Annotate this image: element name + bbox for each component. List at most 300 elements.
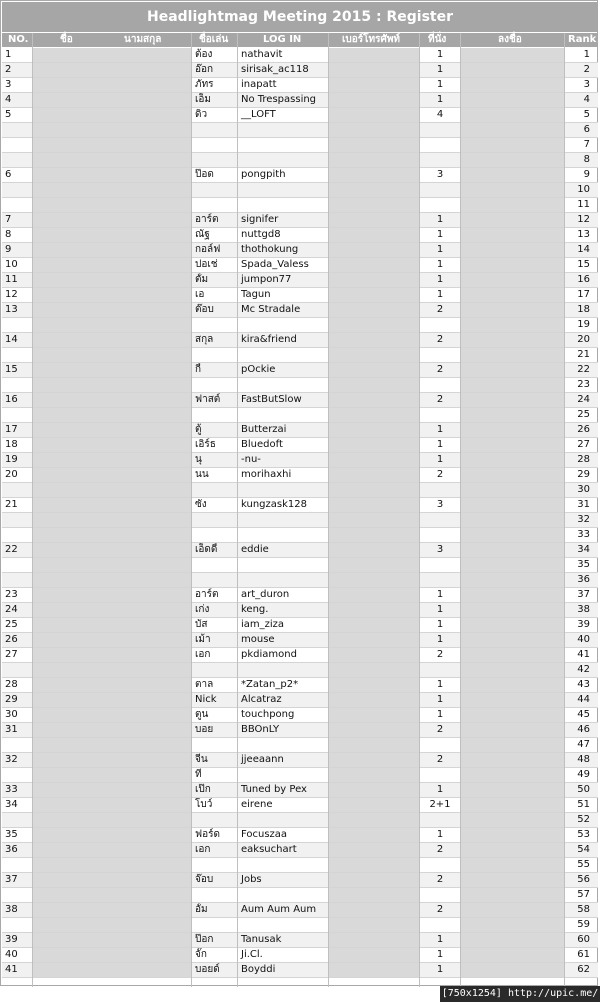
- rank-cell: 62: [565, 963, 598, 978]
- seats-cell: [420, 738, 460, 753]
- row-number: 7: [2, 213, 32, 228]
- login-cell: iam_ziza: [238, 618, 328, 633]
- table-row: [2, 648, 598, 663]
- signature-cell: [461, 513, 564, 528]
- signature-cell: [461, 738, 564, 753]
- seats-cell: [420, 408, 460, 423]
- rank-cell: 7: [565, 138, 598, 153]
- header-nickname: ชื่อเล่น: [199, 34, 229, 45]
- login-cell: [238, 558, 328, 573]
- login-cell: jjeeaann: [238, 753, 328, 768]
- phone-cell: [329, 858, 419, 873]
- seats-cell: [420, 483, 460, 498]
- nickname-cell: เอก: [192, 648, 237, 663]
- rank-cell: 34: [565, 543, 598, 558]
- name-cell: [33, 498, 191, 513]
- seats-cell: 1: [420, 828, 460, 843]
- row-number: 33: [2, 783, 32, 798]
- seats-cell: 3: [420, 543, 460, 558]
- table-row: [2, 138, 598, 153]
- rank-cell: 48: [565, 753, 598, 768]
- row-number: [2, 918, 32, 933]
- login-cell: [238, 408, 328, 423]
- name-cell: [33, 78, 191, 93]
- login-cell: keng.: [238, 603, 328, 618]
- seats-cell: 1: [420, 708, 460, 723]
- signature-cell: [461, 348, 564, 363]
- table-row: [2, 528, 598, 543]
- table-row: [2, 228, 598, 243]
- login-cell: inapatt: [238, 78, 328, 93]
- seats-cell: [420, 558, 460, 573]
- signature-cell: [461, 768, 564, 783]
- name-cell: [33, 768, 191, 783]
- nickname-cell: อ๊อก: [192, 63, 237, 78]
- row-number: 1: [2, 48, 32, 63]
- signature-cell: [461, 153, 564, 168]
- table-row: [2, 888, 598, 903]
- name-cell: [33, 378, 191, 393]
- phone-cell: [329, 633, 419, 648]
- signature-cell: [461, 828, 564, 843]
- rank-cell: 24: [565, 393, 598, 408]
- nickname-cell: เม้า: [192, 633, 237, 648]
- login-cell: Focuszaa: [238, 828, 328, 843]
- table-row: [2, 243, 598, 258]
- phone-cell: [329, 573, 419, 588]
- nickname-cell: ตูน: [192, 708, 237, 723]
- row-number: 6: [2, 168, 32, 183]
- signature-cell: [461, 963, 564, 978]
- signature-cell: [461, 243, 564, 258]
- signature-cell: [461, 108, 564, 123]
- name-cell: [33, 108, 191, 123]
- rank-cell: 18: [565, 303, 598, 318]
- row-number: [2, 123, 32, 138]
- row-number: 32: [2, 753, 32, 768]
- signature-cell: [461, 903, 564, 918]
- name-cell: [33, 813, 191, 828]
- login-cell: [238, 888, 328, 903]
- nickname-cell: ฟาสต์: [192, 393, 237, 408]
- table-row: [2, 558, 598, 573]
- table-row: [2, 723, 598, 738]
- seats-cell: [420, 768, 460, 783]
- rank-cell: 44: [565, 693, 598, 708]
- name-cell: [33, 483, 191, 498]
- login-cell: [238, 318, 328, 333]
- login-cell: Tagun: [238, 288, 328, 303]
- row-number: [2, 198, 32, 213]
- signature-cell: [461, 603, 564, 618]
- signature-cell: [461, 888, 564, 903]
- name-cell: [33, 393, 191, 408]
- seats-cell: 1: [420, 453, 460, 468]
- name-cell: [33, 903, 191, 918]
- login-cell: eirene: [238, 798, 328, 813]
- phone-cell: [329, 828, 419, 843]
- phone-cell: [329, 183, 419, 198]
- login-cell: [238, 813, 328, 828]
- seats-cell: [420, 888, 460, 903]
- nickname-cell: [192, 813, 237, 828]
- rank-cell: 29: [565, 468, 598, 483]
- nickname-cell: ต้อง: [192, 48, 237, 63]
- row-number: 14: [2, 333, 32, 348]
- seats-cell: 1: [420, 678, 460, 693]
- row-number: [2, 153, 32, 168]
- seats-cell: [420, 918, 460, 933]
- seats-cell: 2: [420, 393, 460, 408]
- row-number: [2, 738, 32, 753]
- rank-cell: 28: [565, 453, 598, 468]
- signature-cell: [461, 318, 564, 333]
- signature-cell: [461, 63, 564, 78]
- row-number: [2, 768, 32, 783]
- name-cell: [33, 918, 191, 933]
- seats-cell: 3: [420, 498, 460, 513]
- signature-cell: [461, 663, 564, 678]
- signature-cell: [461, 288, 564, 303]
- nickname-cell: [192, 408, 237, 423]
- nickname-cell: [192, 198, 237, 213]
- phone-cell: [329, 513, 419, 528]
- seats-cell: 2: [420, 903, 460, 918]
- name-cell: [33, 648, 191, 663]
- header-login: LOG IN: [263, 34, 302, 45]
- signature-cell: [461, 588, 564, 603]
- name-cell: [33, 213, 191, 228]
- table-row: [2, 603, 598, 618]
- login-cell: [238, 513, 328, 528]
- row-number: 31: [2, 723, 32, 738]
- name-cell: [33, 678, 191, 693]
- phone-cell: [329, 723, 419, 738]
- name-cell: [33, 138, 191, 153]
- login-cell: Spada_Valess: [238, 258, 328, 273]
- name-cell: [33, 753, 191, 768]
- login-cell: [238, 138, 328, 153]
- signature-cell: [461, 333, 564, 348]
- name-cell: [33, 258, 191, 273]
- table-row: [2, 273, 598, 288]
- seats-cell: [420, 513, 460, 528]
- login-cell: [238, 663, 328, 678]
- rank-cell: 38: [565, 603, 598, 618]
- name-cell: [33, 168, 191, 183]
- seats-cell: 1: [420, 273, 460, 288]
- seats-cell: 1: [420, 783, 460, 798]
- nickname-cell: ภัทร: [192, 78, 237, 93]
- row-number: 30: [2, 708, 32, 723]
- table-row: [2, 858, 598, 873]
- row-number: [2, 558, 32, 573]
- nickname-cell: [192, 513, 237, 528]
- name-cell: [33, 618, 191, 633]
- seats-cell: 2: [420, 843, 460, 858]
- signature-cell: [461, 813, 564, 828]
- phone-cell: [329, 423, 419, 438]
- phone-cell: [329, 948, 419, 963]
- seats-cell: [420, 138, 460, 153]
- nickname-cell: จ๊อบ: [192, 873, 237, 888]
- signature-cell: [461, 723, 564, 738]
- phone-cell: [329, 678, 419, 693]
- seats-cell: 1: [420, 423, 460, 438]
- phone-cell: [329, 153, 419, 168]
- phone-cell: [329, 813, 419, 828]
- rank-cell: 5: [565, 108, 598, 123]
- name-cell: [33, 348, 191, 363]
- name-cell: [33, 873, 191, 888]
- login-cell: FastButSlow: [238, 393, 328, 408]
- nickname-cell: [192, 318, 237, 333]
- name-cell: [33, 663, 191, 678]
- signature-cell: [461, 858, 564, 873]
- name-cell: [33, 63, 191, 78]
- phone-cell: [329, 648, 419, 663]
- signature-cell: [461, 393, 564, 408]
- rank-cell: 61: [565, 948, 598, 963]
- signature-cell: [461, 873, 564, 888]
- phone-cell: [329, 48, 419, 63]
- table-row: [2, 408, 598, 423]
- row-number: [2, 138, 32, 153]
- rank-cell: 11: [565, 198, 598, 213]
- nickname-cell: ตู้: [192, 423, 237, 438]
- table-row: [2, 393, 598, 408]
- seats-cell: 2: [420, 303, 460, 318]
- rank-cell: 60: [565, 933, 598, 948]
- phone-cell: [329, 963, 419, 978]
- header-row: [2, 33, 598, 47]
- signature-cell: [461, 198, 564, 213]
- name-cell: [33, 363, 191, 378]
- login-cell: Bluedoft: [238, 438, 328, 453]
- phone-cell: [329, 378, 419, 393]
- name-cell: [33, 408, 191, 423]
- phone-cell: [329, 303, 419, 318]
- table-row: [2, 498, 598, 513]
- seats-cell: [420, 183, 460, 198]
- nickname-cell: อาร์ต: [192, 213, 237, 228]
- rank-cell: 53: [565, 828, 598, 843]
- rank-cell: 42: [565, 663, 598, 678]
- table-row: [2, 453, 598, 468]
- seats-cell: 1: [420, 258, 460, 273]
- row-number: [2, 573, 32, 588]
- row-number: 10: [2, 258, 32, 273]
- rank-cell: 54: [565, 843, 598, 858]
- name-cell: [33, 273, 191, 288]
- seats-cell: 1: [420, 63, 460, 78]
- signature-cell: [461, 453, 564, 468]
- login-cell: [238, 378, 328, 393]
- signature-cell: [461, 693, 564, 708]
- login-cell: [238, 123, 328, 138]
- signature-cell: [461, 228, 564, 243]
- table-row: [2, 618, 598, 633]
- nickname-cell: บัส: [192, 618, 237, 633]
- row-number: 29: [2, 693, 32, 708]
- rank-cell: 50: [565, 783, 598, 798]
- signature-cell: [461, 798, 564, 813]
- nickname-cell: โบว์: [192, 798, 237, 813]
- name-cell: [33, 543, 191, 558]
- row-number: 28: [2, 678, 32, 693]
- signature-cell: [461, 543, 564, 558]
- login-cell: [238, 483, 328, 498]
- table-row: [2, 378, 598, 393]
- rank-cell: 51: [565, 798, 598, 813]
- name-cell: [33, 798, 191, 813]
- row-number: [2, 528, 32, 543]
- name-cell: [33, 48, 191, 63]
- nickname-cell: ณัฐ: [192, 228, 237, 243]
- name-cell: [33, 693, 191, 708]
- phone-cell: [329, 588, 419, 603]
- header-phone: เบอร์โทรศัพท์: [342, 34, 401, 45]
- rank-cell: 39: [565, 618, 598, 633]
- nickname-cell: เก่ง: [192, 603, 237, 618]
- nickname-cell: [192, 558, 237, 573]
- table-row: [2, 708, 598, 723]
- nickname-cell: จั๊ก: [192, 948, 237, 963]
- rank-cell: 46: [565, 723, 598, 738]
- rank-cell: 55: [565, 858, 598, 873]
- table-row: [2, 588, 598, 603]
- rank-cell: 9: [565, 168, 598, 183]
- name-cell: [33, 528, 191, 543]
- rank-cell: 22: [565, 363, 598, 378]
- rank-cell: 20: [565, 333, 598, 348]
- signature-cell: [461, 423, 564, 438]
- table-row: [2, 363, 598, 378]
- phone-cell: [329, 333, 419, 348]
- header-last-name: นามสกุล: [124, 34, 162, 45]
- login-cell: touchpong: [238, 708, 328, 723]
- login-cell: BBOnLY: [238, 723, 328, 738]
- signature-cell: [461, 183, 564, 198]
- table-row: [2, 318, 598, 333]
- login-cell: Boyddi: [238, 963, 328, 978]
- row-number: 25: [2, 618, 32, 633]
- seats-cell: 2+1: [420, 798, 460, 813]
- name-cell: [33, 783, 191, 798]
- phone-cell: [329, 228, 419, 243]
- name-cell: [33, 573, 191, 588]
- phone-cell: [329, 273, 419, 288]
- nickname-cell: [192, 123, 237, 138]
- login-cell: Ji.Cl.: [238, 948, 328, 963]
- seats-cell: [420, 813, 460, 828]
- signature-cell: [461, 648, 564, 663]
- seats-cell: [420, 198, 460, 213]
- rank-cell: 27: [565, 438, 598, 453]
- column-divider: [191, 33, 192, 987]
- row-number: 21: [2, 498, 32, 513]
- login-cell: signifer: [238, 213, 328, 228]
- rank-cell: 15: [565, 258, 598, 273]
- nickname-cell: [192, 528, 237, 543]
- table-row: [2, 768, 598, 783]
- phone-cell: [329, 168, 419, 183]
- rank-cell: 10: [565, 183, 598, 198]
- row-number: [2, 483, 32, 498]
- row-number: 24: [2, 603, 32, 618]
- nickname-cell: ฟอร์ด: [192, 828, 237, 843]
- row-number: 40: [2, 948, 32, 963]
- row-number: 15: [2, 363, 32, 378]
- table-row: [2, 663, 598, 678]
- nickname-cell: เป๊ก: [192, 783, 237, 798]
- login-cell: eaksuchart: [238, 843, 328, 858]
- login-cell: Mc Stradale: [238, 303, 328, 318]
- rank-cell: 6: [565, 123, 598, 138]
- phone-cell: [329, 768, 419, 783]
- signature-cell: [461, 708, 564, 723]
- signature-cell: [461, 468, 564, 483]
- row-number: 11: [2, 273, 32, 288]
- name-cell: [33, 333, 191, 348]
- phone-cell: [329, 543, 419, 558]
- seats-cell: 1: [420, 93, 460, 108]
- login-cell: kira&friend: [238, 333, 328, 348]
- row-number: [2, 888, 32, 903]
- seats-cell: 4: [420, 108, 460, 123]
- nickname-cell: ที: [192, 768, 237, 783]
- seats-cell: 2: [420, 468, 460, 483]
- seats-cell: 1: [420, 933, 460, 948]
- signature-cell: [461, 498, 564, 513]
- seats-cell: [420, 123, 460, 138]
- phone-cell: [329, 453, 419, 468]
- row-number: 19: [2, 453, 32, 468]
- name-cell: [33, 558, 191, 573]
- table-row: [2, 348, 598, 363]
- name-cell: [33, 738, 191, 753]
- name-cell: [33, 93, 191, 108]
- login-cell: mouse: [238, 633, 328, 648]
- table-row: [2, 198, 598, 213]
- table-row: [2, 693, 598, 708]
- table-row: [2, 483, 598, 498]
- nickname-cell: [192, 858, 237, 873]
- nickname-cell: ป๊อด: [192, 168, 237, 183]
- table-row: [2, 213, 598, 228]
- name-cell: [33, 708, 191, 723]
- nickname-cell: เอก: [192, 843, 237, 858]
- row-number: [2, 348, 32, 363]
- table-row: [2, 153, 598, 168]
- nickname-cell: [192, 378, 237, 393]
- row-number: [2, 408, 32, 423]
- rank-cell: 52: [565, 813, 598, 828]
- name-cell: [33, 243, 191, 258]
- row-number: 8: [2, 228, 32, 243]
- column-divider: [237, 33, 238, 987]
- name-cell: [33, 633, 191, 648]
- signature-cell: [461, 123, 564, 138]
- phone-cell: [329, 933, 419, 948]
- phone-cell: [329, 258, 419, 273]
- rank-cell: 23: [565, 378, 598, 393]
- row-number: 5: [2, 108, 32, 123]
- phone-cell: [329, 708, 419, 723]
- table-row: [2, 963, 598, 978]
- login-cell: pOckie: [238, 363, 328, 378]
- seats-cell: 1: [420, 618, 460, 633]
